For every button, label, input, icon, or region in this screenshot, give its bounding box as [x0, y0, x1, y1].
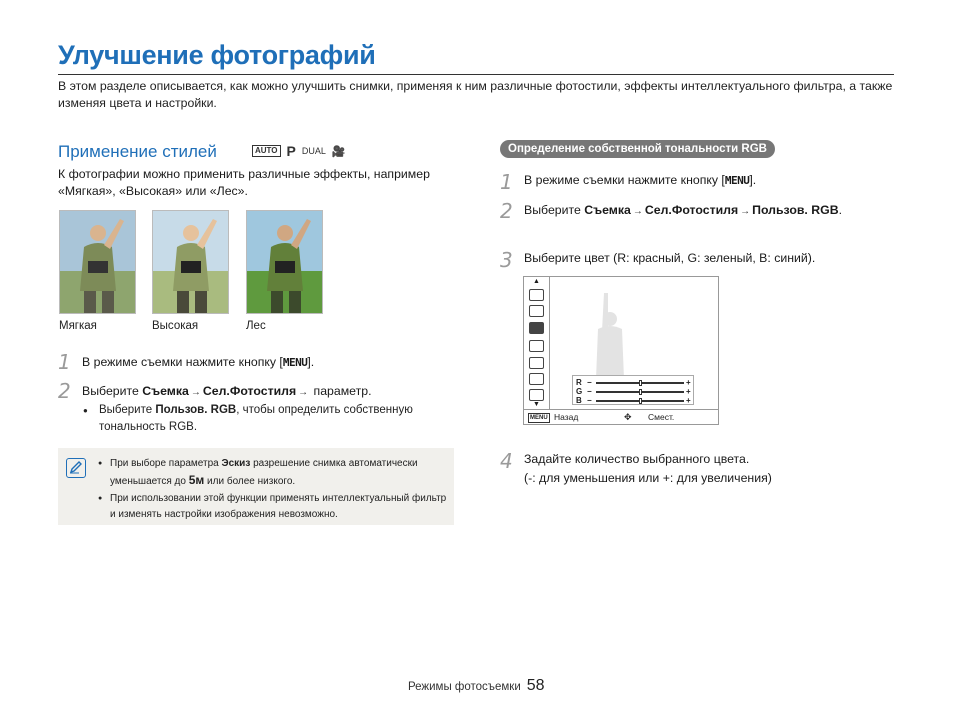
- menu-icon: [529, 289, 544, 301]
- step-text-line: (-: для уменьшения или +: для увеличения): [524, 471, 772, 485]
- bullet-text-part: , чтобы определить собственную тональность RGB.: [99, 404, 413, 433]
- step-text-part: Выберите: [82, 384, 143, 398]
- step-text-part: параметр.: [310, 384, 372, 398]
- slider-track[interactable]: [596, 400, 684, 402]
- menu-key-icon: MENU: [282, 356, 308, 369]
- note-text-part: или более низкого.: [204, 476, 296, 487]
- note-list: [98, 456, 448, 524]
- menu-key-icon: MENU: [530, 415, 548, 421]
- slider-label: R: [576, 378, 582, 387]
- slider-g[interactable]: [576, 388, 692, 396]
- note-text-part: При выборе параметра: [110, 458, 222, 469]
- section-title-styles: Применение стилей: [58, 142, 217, 161]
- step-text: [524, 171, 756, 190]
- step-text-part: Выберите: [524, 203, 585, 217]
- subsection-pill: Определение собственной тональности RGB: [500, 140, 775, 158]
- note-item: [98, 456, 448, 490]
- step-number: 1: [58, 350, 71, 374]
- slider-knob[interactable]: [639, 389, 642, 395]
- slider-b[interactable]: [576, 397, 692, 405]
- screen-status-bar: [524, 409, 718, 424]
- dpad-icon: ✥: [624, 412, 632, 422]
- menu-path-photo-style: Сел.Фотостиля: [644, 203, 739, 217]
- step-text: [524, 450, 772, 488]
- menu-path-shooting: Съемка: [584, 203, 631, 217]
- dual-is-mode-icon: DUAL: [301, 146, 326, 156]
- sketch-label: Эскиз: [221, 458, 251, 469]
- step-number: 2: [58, 379, 71, 403]
- plus-icon: +: [686, 387, 691, 396]
- step-number: 3: [500, 248, 513, 272]
- minus-icon: −: [587, 378, 592, 387]
- auto-mode-icon: AUTO: [252, 145, 281, 157]
- custom-rgb-label: Пользов. RGB: [155, 404, 237, 416]
- rgb-sliders: [572, 375, 694, 405]
- slider-track[interactable]: [596, 382, 684, 384]
- note-pencil-icon: [66, 458, 86, 478]
- step-number: 2: [500, 199, 513, 223]
- step-text-part: ].: [749, 173, 757, 187]
- minus-icon: −: [587, 396, 592, 405]
- menu-path-shooting: Съемка: [142, 384, 189, 398]
- arrow-icon: →: [740, 206, 751, 217]
- note-box: [58, 448, 454, 525]
- arrow-icon: →: [632, 206, 643, 217]
- bullet-icon: ●: [83, 406, 88, 415]
- caption-high: Высокая: [152, 320, 199, 332]
- slider-label: G: [576, 387, 583, 396]
- menu-icon: [529, 340, 544, 352]
- bullet-text-part: Выберите: [99, 404, 156, 416]
- arrow-icon: →: [190, 387, 201, 398]
- step-text-part: .: [838, 203, 843, 217]
- step-text: [524, 201, 884, 221]
- menu-icon: [529, 305, 544, 317]
- step-text-part: В режиме съемки нажмите кнопку [: [82, 355, 283, 369]
- intro-text: В этом разделе описывается, как можно улучшить снимки, применяя к ним различные фотостили, эффекты интеллектуального фильтра, а также изменяя цвета и настройки.: [58, 79, 893, 110]
- minus-icon: −: [587, 387, 592, 396]
- bullet-icon: ●: [98, 460, 103, 467]
- menu-icon: [529, 389, 544, 401]
- resolution-5m-icon: 5м: [188, 473, 205, 487]
- person-silhouette: [584, 289, 644, 379]
- step-text-part: В режиме съемки нажмите кнопку [: [524, 173, 725, 187]
- slider-track[interactable]: [596, 391, 684, 393]
- caption-forest: Лес: [246, 320, 266, 332]
- menu-icon: [529, 357, 544, 369]
- scroll-up-icon: ▲: [533, 278, 540, 285]
- menu-key-icon: MENU: [724, 174, 750, 187]
- menu-path-photo-style: Сел.Фотостиля: [202, 384, 297, 398]
- slider-label: B: [576, 396, 582, 405]
- mode-icons: [252, 144, 346, 158]
- photo-high: [152, 210, 229, 314]
- camera-screen: [523, 276, 719, 425]
- caption-soft: Мягкая: [59, 320, 97, 332]
- page-footer: [408, 677, 545, 695]
- arrow-icon: →: [298, 387, 309, 398]
- sub-bullet: [83, 402, 453, 436]
- menu-icon-selected: [529, 322, 544, 334]
- menu-icon: [529, 373, 544, 385]
- step-text-part: ].: [307, 355, 315, 369]
- move-label: Смест.: [648, 412, 675, 422]
- plus-icon: +: [686, 396, 691, 405]
- photo-soft: [59, 210, 136, 314]
- screen-menu-column: [524, 277, 550, 409]
- photo-forest: [246, 210, 323, 314]
- plus-icon: +: [686, 378, 691, 387]
- back-label: Назад: [554, 412, 579, 422]
- step-number: 1: [500, 170, 513, 194]
- step-text-line: Задайте количество выбранного цвета.: [524, 452, 750, 466]
- step-number: 4: [500, 449, 513, 473]
- scroll-down-icon: ▼: [533, 401, 540, 408]
- video-mode-icon: 🎥: [331, 145, 346, 158]
- menu-path-custom-rgb: Пользов. RGB: [752, 203, 839, 217]
- step-text: [82, 382, 372, 402]
- note-text-part: При использовании этой функции применять интеллектуальный фильтр и изменять настройки изображения невозможно.: [110, 493, 447, 520]
- slider-knob[interactable]: [639, 398, 642, 404]
- section-description: К фотографии можно применить различные эффекты, например «Мягкая», «Высокая» или «Лес».: [58, 167, 430, 198]
- page-number: 58: [526, 677, 545, 694]
- footer-section: Режимы фотосъемки: [408, 681, 521, 693]
- note-item: [98, 491, 448, 523]
- bullet-icon: ●: [98, 495, 103, 502]
- page-title: Улучшение фотографий: [58, 40, 376, 70]
- program-mode-icon: P: [286, 143, 296, 159]
- slider-r[interactable]: [576, 379, 692, 387]
- note-text-part: разрешение снимка автоматически уменьшается до: [110, 458, 418, 487]
- slider-knob[interactable]: [639, 380, 642, 386]
- step-text: [82, 353, 314, 372]
- step-text: Выберите цвет (R: красный, G: зеленый, B: синий).: [524, 251, 816, 265]
- title-divider: [58, 74, 894, 75]
